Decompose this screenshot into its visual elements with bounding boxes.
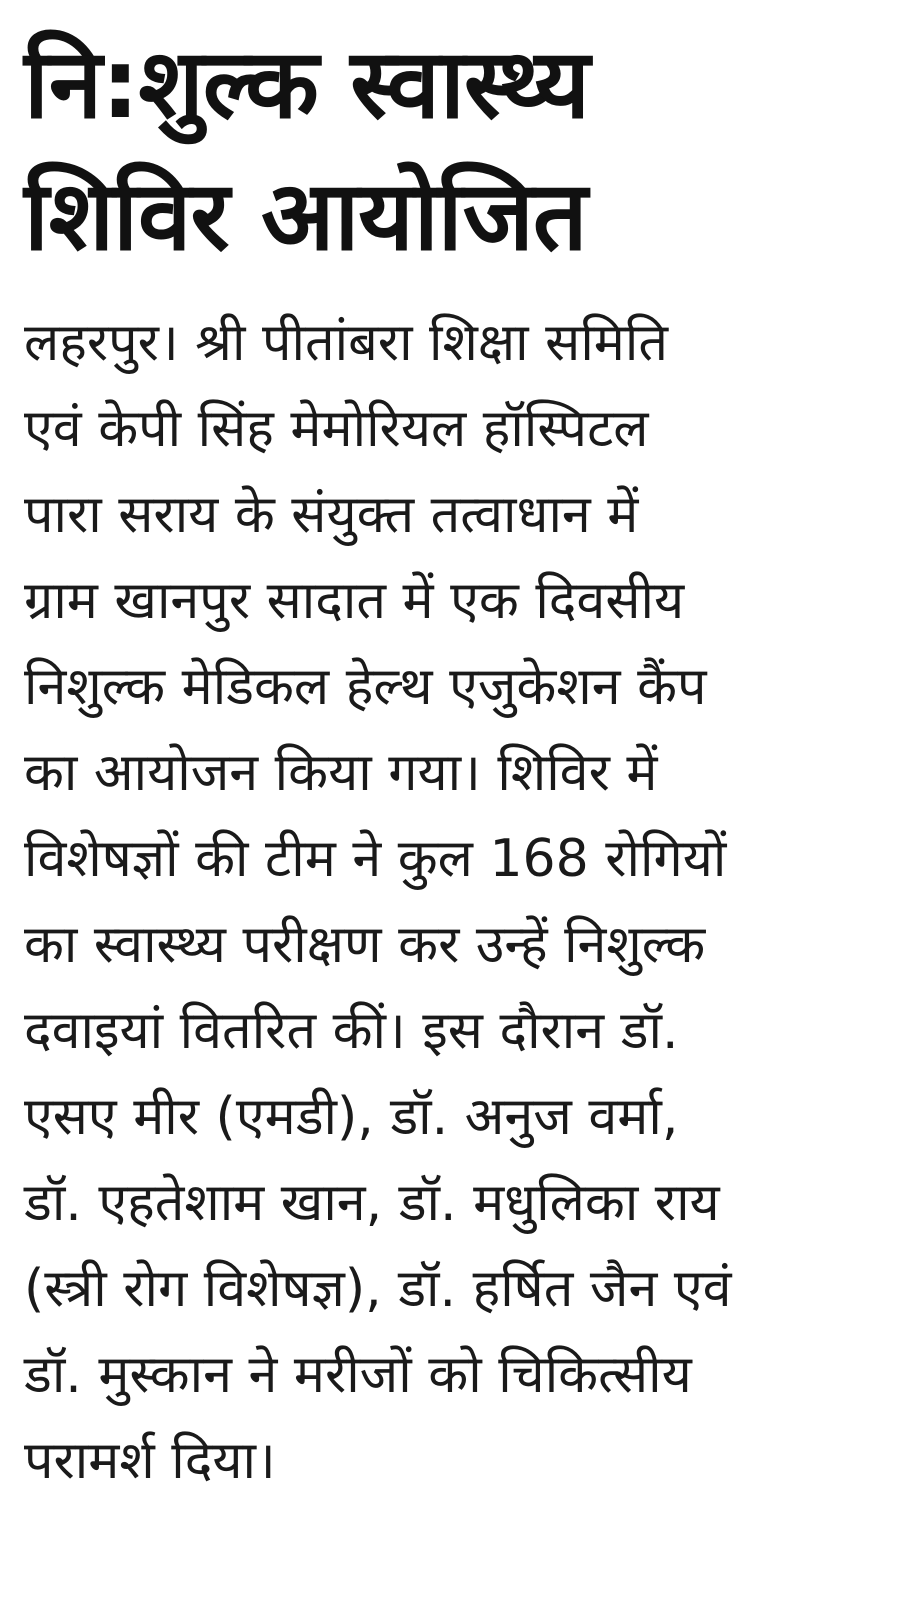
body-line: पारा सराय के संयुक्त तत्वाधान में [24, 485, 639, 545]
body-line: का स्वास्थ्य परीक्षण कर उन्हें निशुल्क [24, 915, 706, 975]
body-line: दवाइयां वितरित कीं। इस दौरान डॉ. [24, 1001, 679, 1061]
body-line: का आयोजन किया गया। शिविर में [24, 743, 658, 803]
headline-line: नि:शुल्क स्वास्थ्य [24, 28, 590, 140]
body-line: एवं केपी सिंह मेमोरियल हॉस्पिटल [24, 399, 649, 459]
body-line: एसए मीर (एमडी), डॉ. अनुज वर्मा, [24, 1087, 679, 1147]
headline-line: शिविर आयोजित [24, 160, 587, 272]
body-line: डॉ. एहतेशाम खान, डॉ. मधुलिका राय [24, 1173, 720, 1233]
body-line: लहरपुर। श्री पीतांबरा शिक्षा समिति [24, 313, 668, 373]
body-line: डॉ. मुस्कान ने मरीजों को चिकित्सीय [24, 1345, 692, 1405]
body-line: परामर्श दिया। [24, 1431, 276, 1491]
body-line: ग्राम खानपुर सादात में एक दिवसीय [24, 571, 685, 631]
article-body [24, 300, 891, 1504]
body-line: निशुल्क मेडिकल हेल्थ एजुकेशन कैंप [24, 657, 707, 717]
headline [24, 18, 891, 282]
body-line: (स्त्री रोग विशेषज्ञ), डॉ. हर्षित जैन एवं [24, 1259, 732, 1319]
body-line: विशेषज्ञों की टीम ने कुल 168 रोगियों [24, 829, 727, 889]
